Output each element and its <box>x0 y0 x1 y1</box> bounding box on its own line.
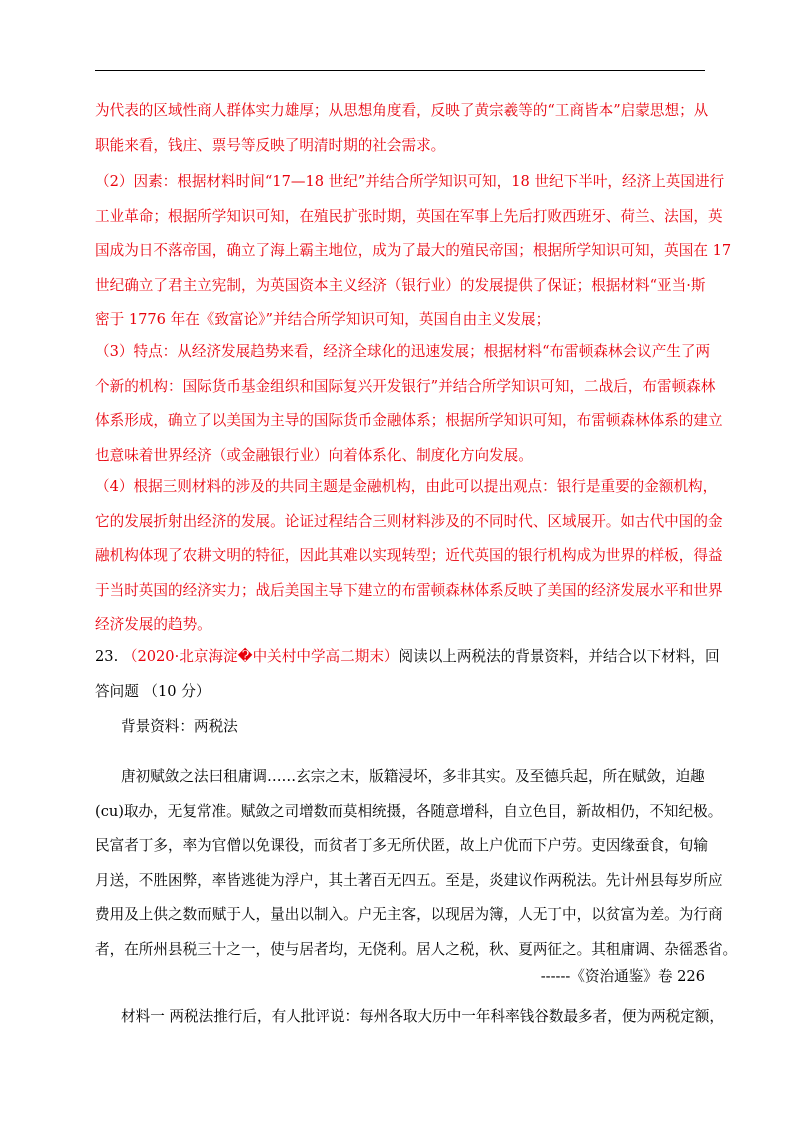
answer-line: 职能来看，钱庄、票号等反映了明清时期的社会需求。 <box>95 136 446 154</box>
answer-paragraph-4 <box>95 470 723 643</box>
question-source: （2020·北京海淀�中关村中学高二期末） <box>122 648 399 665</box>
answer-line: 也意味着世界经济（或金融银行业）向着体系化、制度化方向发展。 <box>95 446 533 464</box>
answer-line: 国成为日不落帝国，确立了海上霸主地位，成为了最大的殖民帝国；根据所学知识可知，英国在 17 <box>95 242 732 259</box>
background-passage <box>95 760 738 967</box>
answer-paragraph-3 <box>95 335 723 473</box>
question-number: 23. <box>95 648 119 665</box>
passage-line: 民富者丁多，率为官僧以免课役，而贫者丁多无所伏匿，故上户优而下户劳。吏因缘蚕食，旬输 <box>95 837 708 854</box>
background-title <box>95 710 733 745</box>
passage-line: 月送，不胜困弊，率皆逃徙为浮户，其土著百无四五。至是，炎建议作两税法。先计州县每岁所应 <box>95 871 723 889</box>
passage-line: 者，在所州县税三十之一，使与居者均，无侥利。居人之税，秋、夏两征之。其租庸调、杂徭悉省。 <box>95 940 738 958</box>
answer-line: 融机构体现了农耕文明的特征，因此其难以实现转型；近代英国的银行机构成为世界的样板，得益 <box>95 547 723 564</box>
material-1-line: 材料一 两税法推行后，有人批评说：每州各取大历中一年科率钱谷数最多者，便为两税定额， <box>121 1008 724 1025</box>
answer-line: 世纪确立了君主立宪制，为英国资本主义经济（银行业）的发展提供了保证；根据材料“亚当·斯 <box>95 276 706 294</box>
passage-line: 费用及上供之数而赋于人，量出以制入。户无主客，以现居为簿，人无丁中，以贫富为差。为行商 <box>95 906 723 923</box>
answer-line: 密于 1776 年在《致富论》”并结合所学知识可知，英国自由主义发展； <box>95 311 551 328</box>
passage-line: (cu)取办，无复常准。赋敛之司增数而莫相统摄，各随意增科，自立色目，新故相仍，不知纪极。 <box>95 802 723 820</box>
answer-line: （3）特点：从经济发展趋势来看，经济全球化的迅速发展；根据材料“布雷顿森林会议产生了两 <box>95 343 711 360</box>
answer-line: 于当时英国的经济实力；战后美国主导下建立的布雷顿森林体系反映了美国的经济发展水平和世界 <box>95 581 723 599</box>
question-23 <box>95 640 720 709</box>
answer-paragraph-2 <box>95 165 732 338</box>
question-prompt: 阅读以上两税法的背景资料，并结合以下材料，回 <box>398 648 720 665</box>
answer-line: 工业革命；根据所学知识可知，在殖民扩张时期，英国在军事上先后打败西班牙、荷兰、法国，英 <box>95 207 723 225</box>
passage-line: 唐初赋敛之法曰租庸调……玄宗之末，版籍浸坏，多非其实。及至德兵起，所在赋敛，迫趣 <box>121 768 705 785</box>
question-line-2: 答问题 （10 分） <box>95 682 211 700</box>
answer-line: 个新的机构：国际货币基金组织和国际复兴开发银行”并结合所学知识可知，二战后，布雷顿森林 <box>95 377 716 395</box>
question-line-1 <box>95 640 720 675</box>
answer-paragraph-1 <box>95 94 707 163</box>
answer-line: （2）因素：根据材料时间“17—18 世纪”并结合所学知识可知，18 世纪下半叶，经济上英国进行 <box>95 173 725 190</box>
answer-line: 它的发展折射出经济的发展。论证过程结合三则材料涉及的不同时代、区域展开。如古代中国的金 <box>95 512 723 530</box>
citation: ------《资治通鉴》卷 226 <box>540 968 705 985</box>
material-1 <box>95 1000 733 1035</box>
answer-line: （4）根据三则材料的涉及的共同主题是金融机构，由此可以提出观点：银行是重要的金额机构， <box>95 478 718 495</box>
answer-line: 经济发展的趋势。 <box>95 616 212 633</box>
background-title-text: 背景资料：两税法 <box>121 718 238 735</box>
answer-line: 为代表的区域性商人群体实力雄厚；从思想角度看，反映了黄宗羲等的“工商皆本”启蒙思想；从 <box>95 102 709 119</box>
answer-line: 体系形成，确立了以美国为主导的国际货币金融体系；根据所学知识可知，布雷顿森林体系的建立 <box>95 412 723 429</box>
header-rule <box>95 70 705 71</box>
